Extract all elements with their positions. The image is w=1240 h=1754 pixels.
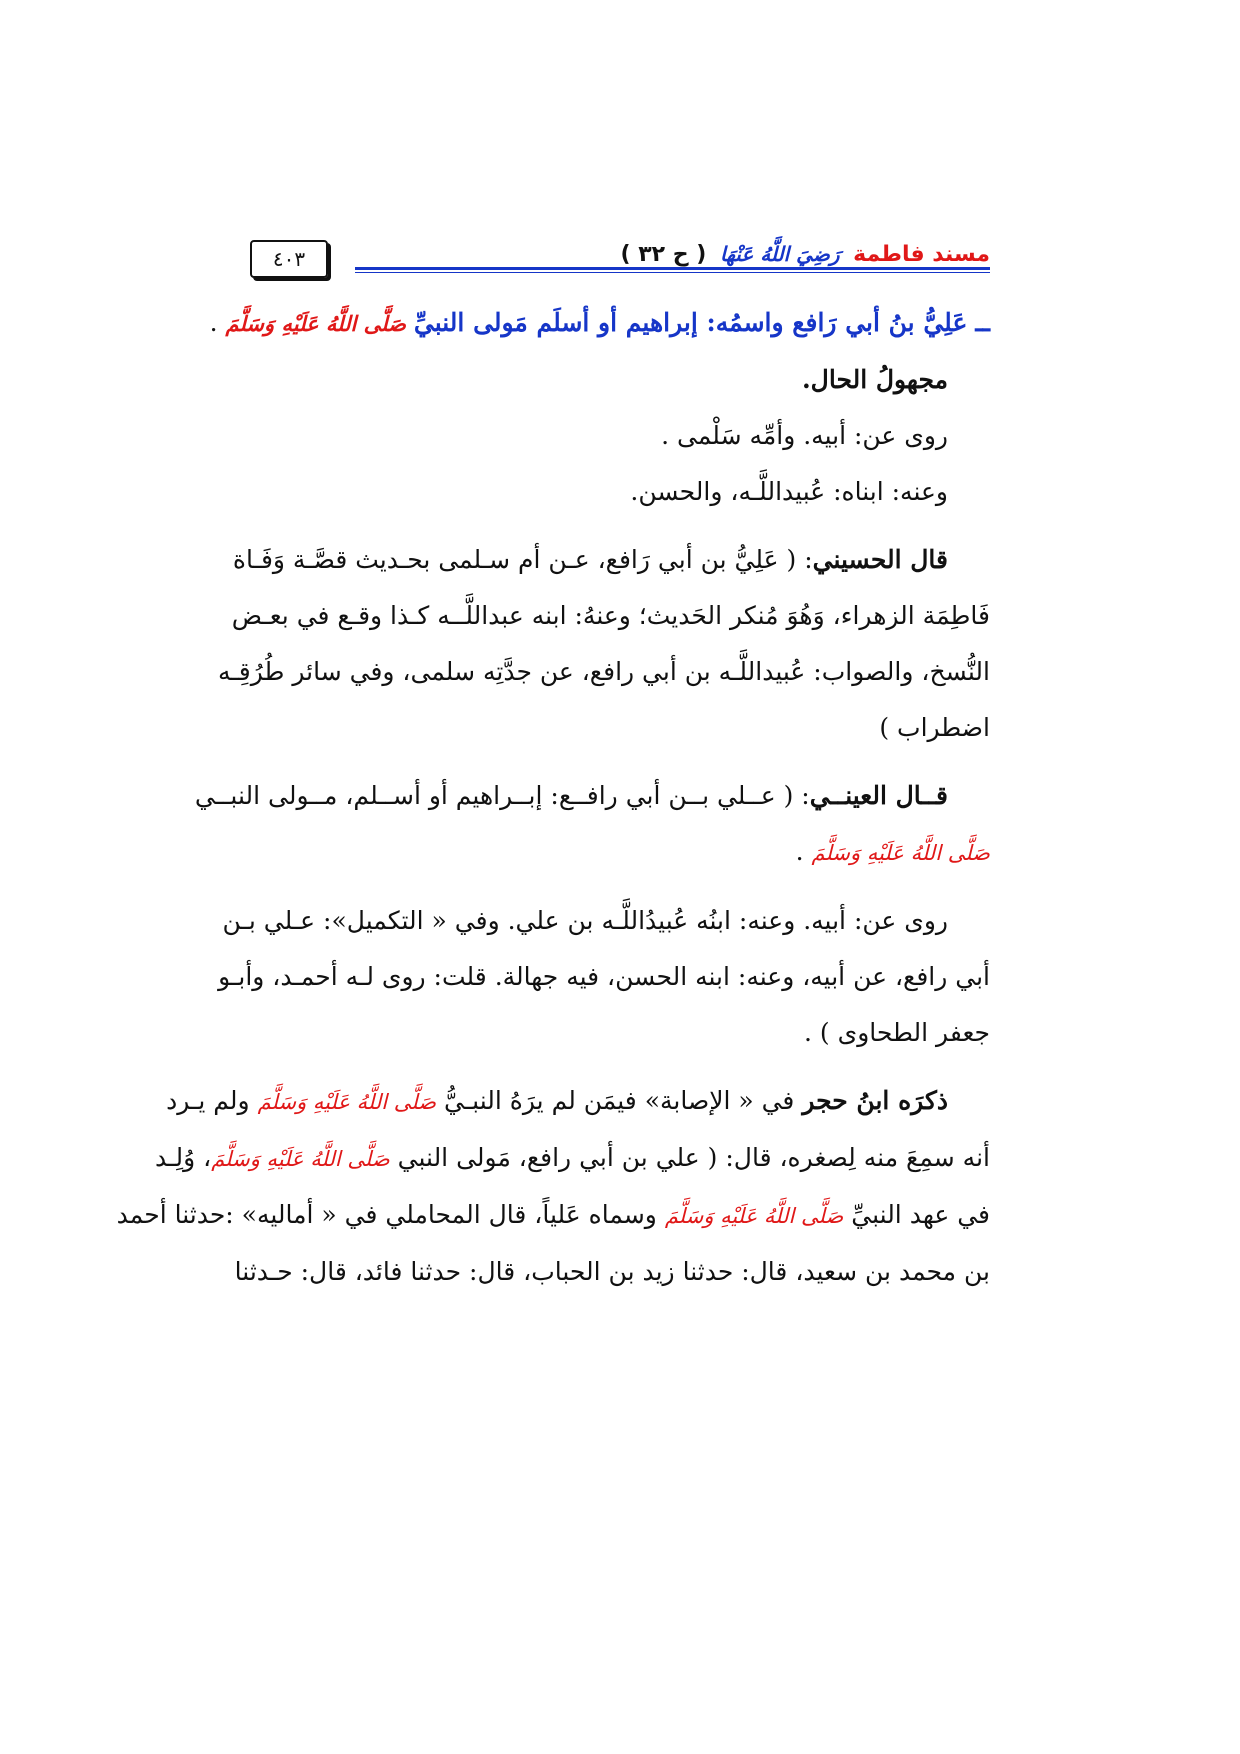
page-number: ٤٠٣ [250, 240, 328, 278]
narrated-from: روى عن: أبيه. وأمِّه سَلْمى . [661, 421, 948, 450]
salawat: صَلَّى اللَّهُ عَلَيْهِ وَسَلَّمَ [664, 1204, 844, 1228]
ibn-hajar-line-3: في عهد النبيِّ صَلَّى اللَّهُ عَلَيْهِ وَسَلَّمَ وسماه عَلياً، قال المحاملي في « أماليه» :حدثنا أحمد [116, 1200, 990, 1229]
ayni-line-5: جعفر الطحاوى ) . [804, 1018, 990, 1047]
salawat: صَلَّى اللَّهُ عَلَيْهِ وَسَلَّمَ [257, 1090, 437, 1114]
ibn-hajar-line-4: بن محمد بن سعيد، قال: حدثنا زيد بن الحباب، قال: حدثنا فائد، قال: حـدثنا [234, 1257, 990, 1286]
narrated-by: وعنه: ابناه: عُبيداللَّـه، والحسن. [630, 477, 948, 506]
husayni-line-3: النُّسخ، والصواب: عُبيداللَّـه بن أبي رافع، عن جدَّتِه سلمى، وفي سائر طُرُقِـه [218, 657, 990, 686]
ibn-hajar-label: ذكرَه ابنُ حجر [802, 1086, 948, 1115]
header-rule [355, 267, 990, 270]
page-header [250, 240, 990, 280]
book-title: مسند فاطمة [853, 242, 990, 267]
hadith-reference: ( ح ٣٢ ) [620, 242, 707, 267]
ibn-hajar-line-1: ذكرَه ابنُ حجر في « الإصابة» فيمَن لم يرَهُ النبـيُّ صَلَّى اللَّهُ عَلَيْهِ وَسَلَّمَ ولم يـرد [166, 1086, 948, 1115]
narrator-status: مجهولُ الحال. [801, 365, 948, 394]
ibn-hajar-line-2: أنه سمِعَ منه لِصغره، قال: ( علي بن أبي رافع، مَولى النبي صَلَّى اللَّهُ عَلَيْهِ وَسَلَّمَ، وُلِـد [155, 1143, 990, 1172]
ayni-label: قــال العينــي [809, 781, 948, 810]
husayni-line-1: قال الحسيني: ( عَلِيُّ بن أبي رَافع، عـن أم سـلمى بحـديث قصَّـة وَفَـاة [232, 545, 948, 574]
entry-heading: ــ عَلِيُّ بنُ أبي رَافع واسمُه: إبراهيم أو أسلَم مَولى النبيِّ صَلَّى اللَّهُ عَلَيْهِ وَسَلَّمَ . [209, 308, 990, 337]
husayni-label: قال الحسيني [812, 545, 948, 574]
salawat: صَلَّى اللَّهُ عَلَيْهِ وَسَلَّمَ [211, 1147, 390, 1171]
salawat: صَلَّى اللَّهُ عَلَيْهِ وَسَلَّمَ [225, 311, 406, 336]
honorific: رَضِيَ اللَّهُ عَنْهَا [719, 242, 840, 266]
ayni-line-1: قــال العينــي: ( عــلي بــن أبي رافــع: إبــراهيم أو أســلم، مــولى النبــي [194, 781, 948, 810]
narrator-name: عَلِيُّ بنُ أبي رَافع واسمُه: إبراهيم أو أسلَم مَولى النبيِّ [413, 308, 968, 337]
husayni-line-2: فَاطِمَة الزهراء، وَهُوَ مُنكر الحَديث؛ وعنهُ: ابنه عبداللَّــه كـذا وقـع في بعـض [231, 601, 990, 630]
salawat: صَلَّى اللَّهُ عَلَيْهِ وَسَلَّمَ [811, 841, 990, 865]
header-rule-thin [355, 272, 990, 273]
running-head [620, 242, 990, 267]
ayni-line-3: روى عن: أبيه. وعنه: ابنُه عُبيدُاللَّـه بن علي. وفي « التكميل»: عـلي بـن [222, 906, 948, 935]
ayni-line-2: صَلَّى اللَّهُ عَلَيْهِ وَسَلَّمَ . [795, 837, 990, 866]
ayni-line-4: أبي رافع، عن أبيه، وعنه: ابنه الحسن، فيه جهالة. قلت: روى لـه أحمـد، وأبـو [218, 962, 990, 991]
page-body [116, 295, 990, 1300]
husayni-line-4: اضطراب ) [879, 713, 990, 742]
